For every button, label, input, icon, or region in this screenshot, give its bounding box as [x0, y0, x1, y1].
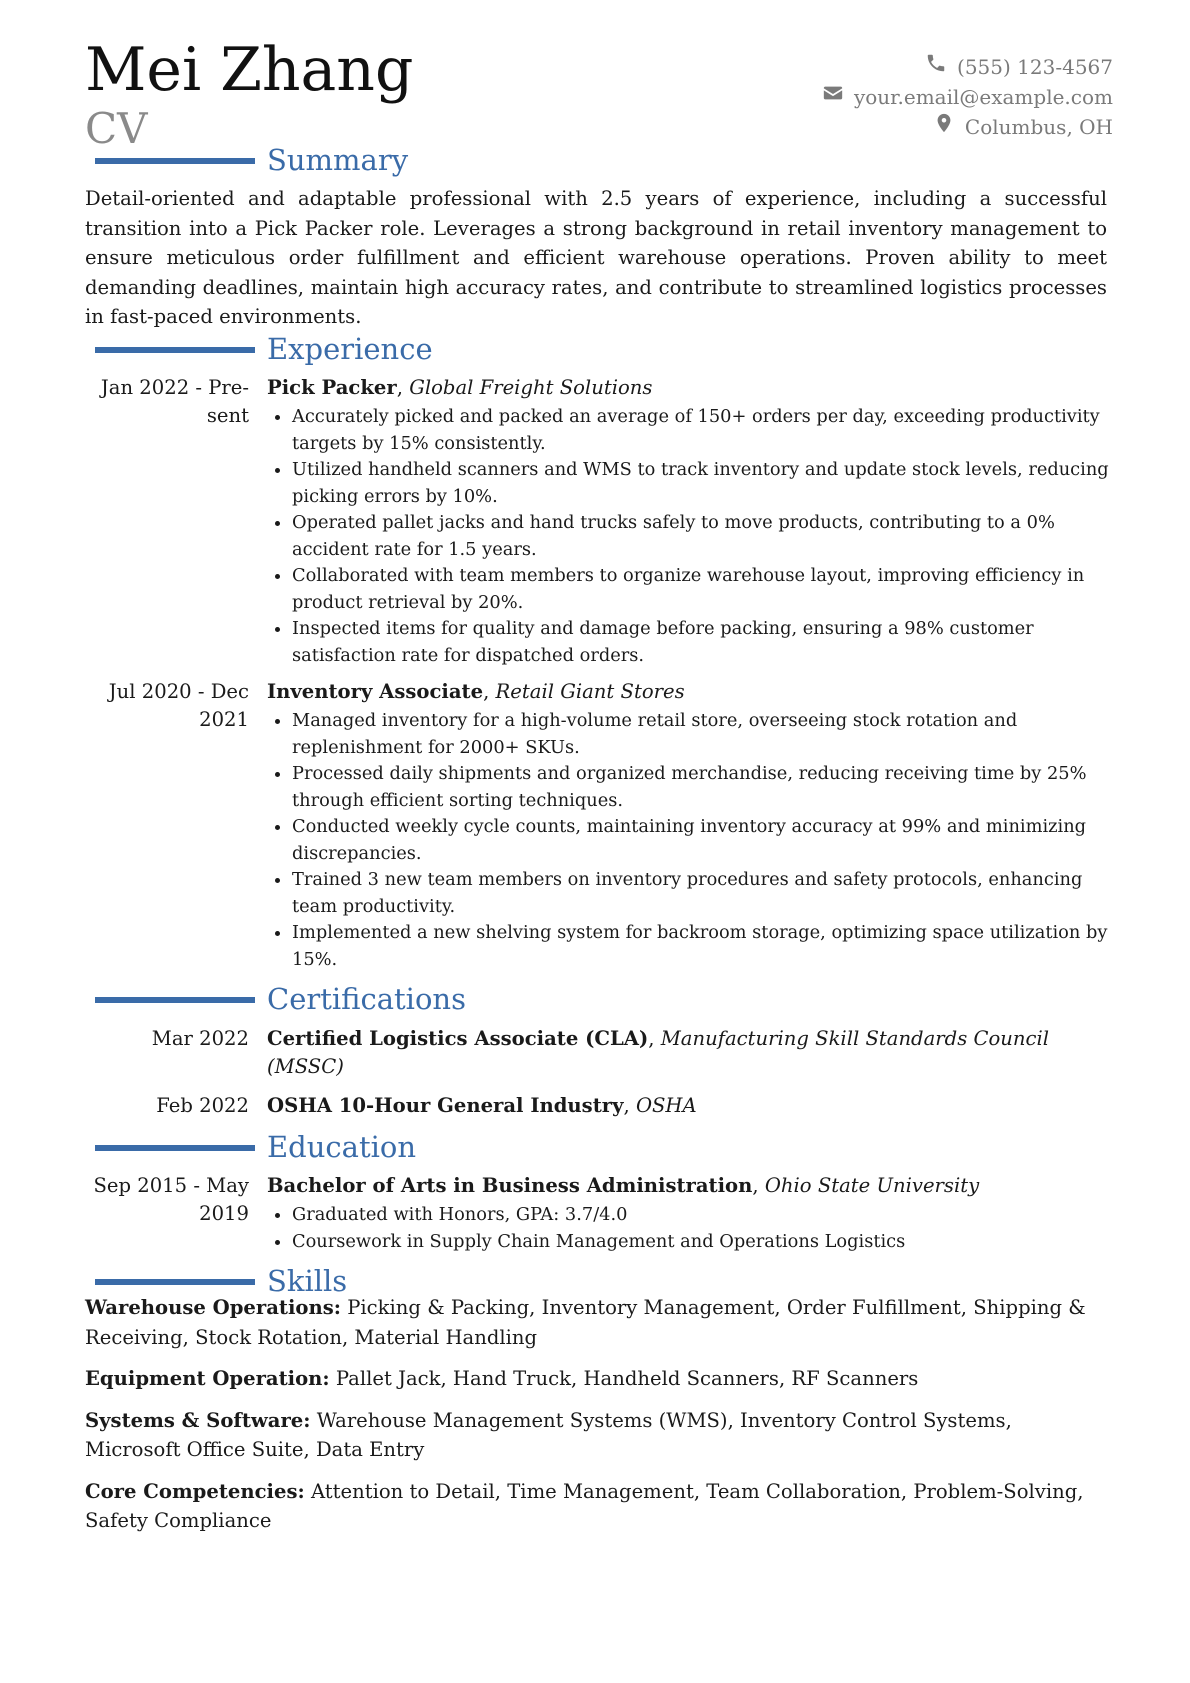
experience-entry [267, 678, 1109, 973]
entry-heading: OSHA 10-Hour General Industry, OSHA [267, 1094, 697, 1117]
skill-category: Equipment Operation: [85, 1367, 330, 1390]
date-line: Jan 2022 - Pre- [100, 376, 249, 399]
list-item: • Implemented a new shelving system for backroom storage, optimizing space utilization by 15%. [292, 920, 1109, 973]
contact-block [822, 52, 1113, 142]
employer: Global Freight Solutions [409, 376, 653, 399]
section-label: Experience [267, 332, 433, 366]
skill-values: Warehouse Management Systems (WMS), Inventory Control Systems, Microsoft Office Suite, Data Entry [85, 1408, 1012, 1461]
section-label: Summary [267, 143, 409, 177]
email-line [822, 82, 1113, 112]
skill-values: Pallet Jack, Hand Truck, Handheld Scanners, RF Scanners [335, 1367, 919, 1390]
date-line: sent [206, 404, 249, 427]
skill-values: Attention to Detail, Time Management, Team Collaboration, Problem-Solving, Safety Compliance [85, 1479, 1084, 1532]
certification-date: Mar 2022 [151, 1027, 249, 1050]
section-heading-summary [95, 143, 409, 177]
summary-paragraph: Detail-oriented and adaptable professional with 2.5 years of experience, including a successful transition into a Pick Packer role. Leverages a strong background in retail inventory management to ensure meticulous order fulfillment and efficient warehouse operations. Proven ability to meet demanding deadlines, maintain high accuracy rates, and contribute to streamlined logistics processes in fast-paced environments. [85, 187, 1107, 328]
skills-list [85, 1293, 1111, 1548]
skill-category: Warehouse Operations: [85, 1296, 341, 1319]
list-item: • Inspected items for quality and damage before packing, ensuring a 98% customer satisfaction rate for dispatched orders. [292, 616, 1109, 669]
list-item: • Graduated with Honors, GPA: 3.7/4.0 [292, 1202, 1109, 1229]
experience-date [85, 374, 249, 430]
section-rule [95, 158, 255, 164]
document-subtitle: CV [85, 104, 148, 153]
entry-heading: Pick Packer, Global Freight Solutions [267, 376, 653, 399]
employer: Retail Giant Stores [495, 680, 685, 703]
issuer: OSHA [635, 1094, 697, 1117]
phone-number[interactable]: (555) 123-4567 [957, 54, 1113, 79]
envelope-icon [822, 82, 844, 112]
education-entry [267, 1172, 1109, 1255]
location-text: Columbus, OH [964, 114, 1113, 139]
experience-date [85, 678, 249, 734]
section-heading-skills [95, 1264, 348, 1298]
entry-heading: Inventory Associate, Retail Giant Stores [267, 680, 685, 703]
job-title: Inventory Associate [267, 680, 484, 703]
degree: Bachelor of Arts in Business Administration [267, 1174, 753, 1197]
email-address[interactable]: your.email@example.com [853, 84, 1113, 109]
bullet-list [267, 404, 1109, 669]
experience-entry [267, 374, 1109, 669]
list-item: • Operated pallet jacks and hand trucks safely to move products, contributing to a 0% accident rate for 1.5 years. [292, 510, 1109, 563]
list-item: • Trained 3 new team members on inventory procedures and safety protocols, enhancing team productivity. [292, 867, 1109, 920]
certification-entry [267, 1092, 1109, 1120]
date-line: Sep 2015 - May [93, 1174, 249, 1197]
entry-heading: Certified Logistics Associate (CLA), Manufacturing Skill Standards Council (MSSC) [267, 1027, 1050, 1078]
skill-row [85, 1364, 1111, 1394]
issuer: Manufacturing Skill Standards Council (MSSC) [267, 1027, 1050, 1078]
entry-heading: Bachelor of Arts in Business Administration, Ohio State University [267, 1174, 980, 1197]
certification-name: Certified Logistics Associate (CLA) [267, 1027, 649, 1050]
education-date [85, 1172, 249, 1228]
section-heading-experience [95, 332, 433, 366]
list-item: • Conducted weekly cycle counts, maintaining inventory accuracy at 99% and minimizing discrepancies. [292, 814, 1109, 867]
list-item: • Processed daily shipments and organized merchandise, reducing receiving time by 25% through efficient sorting techniques. [292, 761, 1109, 814]
map-pin-icon [933, 112, 955, 142]
date-line: Jul 2020 - Dec [108, 680, 249, 703]
skill-values: Picking & Packing, Inventory Management, Order Fulfillment, Shipping & Receiving, Stock Rotation, Material Handling [85, 1296, 1086, 1349]
bullet-list [267, 708, 1109, 973]
list-item: • Collaborated with team members to organize warehouse layout, improving efficiency in product retrieval by 20%. [292, 563, 1109, 616]
certification-entry [267, 1025, 1109, 1081]
section-label: Certifications [267, 982, 466, 1016]
section-heading-education [95, 1130, 417, 1164]
section-label: Skills [267, 1264, 348, 1298]
certification-name: OSHA 10-Hour General Industry [267, 1094, 624, 1117]
job-title: Pick Packer [267, 376, 397, 399]
section-label: Education [267, 1130, 417, 1164]
skill-category: Core Competencies: [85, 1479, 305, 1503]
location-line [822, 112, 1113, 142]
bullet-list [267, 1202, 1109, 1255]
section-rule [95, 1279, 255, 1285]
skill-row [85, 1406, 1111, 1465]
date-line: 2021 [199, 708, 249, 731]
list-item: • Coursework in Supply Chain Management and Operations Logistics [292, 1229, 1109, 1256]
section-rule [95, 997, 255, 1003]
list-item: • Managed inventory for a high-volume retail store, overseeing stock rotation and replenishment for 2000+ SKUs. [292, 708, 1109, 761]
certification-date: Feb 2022 [156, 1094, 249, 1117]
section-rule [95, 347, 255, 353]
school: Ohio State University [764, 1174, 980, 1197]
phone-icon [925, 52, 947, 82]
list-item: • Utilized handheld scanners and WMS to track inventory and update stock levels, reducing picking errors by 10%. [292, 457, 1109, 510]
phone-line [822, 52, 1113, 82]
candidate-name: Mei Zhang [85, 35, 414, 105]
skill-row [85, 1477, 1111, 1536]
list-item: • Accurately picked and packed an average of 150+ orders per day, exceeding productivity targets by 15% consistently. [292, 404, 1109, 457]
skill-category: Systems & Software: [85, 1408, 311, 1432]
section-heading-certifications [95, 982, 466, 1016]
section-rule [95, 1145, 255, 1151]
date-line: 2019 [199, 1202, 249, 1225]
skill-row [85, 1293, 1111, 1352]
